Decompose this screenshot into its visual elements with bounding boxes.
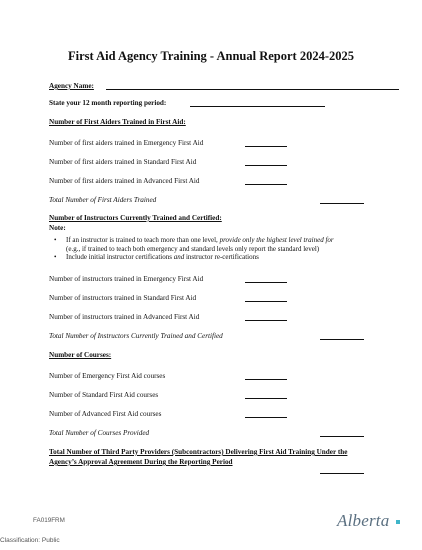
note-label: Note: bbox=[49, 224, 66, 232]
instructor-notes bbox=[62, 236, 402, 262]
first-aiders-emergency-field[interactable] bbox=[245, 146, 287, 147]
courses-standard-field[interactable] bbox=[245, 398, 287, 399]
instructors-total-field[interactable] bbox=[320, 339, 364, 340]
agency-name-label: Agency Name: bbox=[49, 82, 94, 90]
instructors-advanced-field[interactable] bbox=[245, 320, 287, 321]
first-aiders-standard-label: Number of first aiders trained in Standard First Aid bbox=[49, 158, 197, 166]
courses-total-label: Total Number of Courses Provided bbox=[49, 429, 150, 437]
courses-total-field[interactable] bbox=[320, 436, 364, 437]
form-code: FA019FRM bbox=[33, 517, 65, 524]
instructors-emergency-field[interactable] bbox=[245, 282, 287, 283]
alberta-logo: Alberta bbox=[337, 511, 390, 530]
alberta-logo-mark bbox=[396, 520, 400, 524]
first-aiders-advanced-field[interactable] bbox=[245, 184, 287, 185]
instructors-advanced-label: Number of instructors trained in Advanced First Aid bbox=[49, 313, 200, 321]
third-party-heading-line2: Agency’s Approval Agreement During the Reporting Period bbox=[49, 458, 233, 466]
first-aiders-heading: Number of First Aiders Trained in First Aid: bbox=[49, 118, 186, 126]
instructors-standard-label: Number of instructors trained in Standard First Aid bbox=[49, 294, 197, 302]
first-aiders-emergency-label: Number of first aiders trained in Emergency First Aid bbox=[49, 139, 204, 147]
note-item: • Include initial instructor certifications and instructor re-certifications bbox=[62, 253, 402, 262]
instructors-total-label: Total Number of Instructors Currently Trained and Certified bbox=[49, 332, 223, 340]
instructors-standard-field[interactable] bbox=[245, 301, 287, 302]
third-party-total-field[interactable] bbox=[320, 473, 364, 474]
note-item: • If an instructor is trained to teach more than one level, provide only the highest level trained for (e.g., if trained to teach both emergency and standard levels only report the standard level) bbox=[62, 236, 402, 253]
courses-advanced-label: Number of Advanced First Aid courses bbox=[49, 410, 162, 418]
first-aiders-total-label: Total Number of First Aiders Trained bbox=[49, 196, 157, 204]
first-aiders-total-field[interactable] bbox=[320, 203, 364, 204]
reporting-period-label: State your 12 month reporting period: bbox=[49, 99, 167, 107]
classification-label: Classification: Public bbox=[0, 537, 60, 544]
instructors-emergency-label: Number of instructors trained in Emergency First Aid bbox=[49, 275, 204, 283]
courses-emergency-label: Number of Emergency First Aid courses bbox=[49, 372, 166, 380]
third-party-heading-line1: Total Number of Third Party Providers (Subcontractors) Delivering First Aid Training Under the bbox=[49, 448, 348, 456]
document-title: First Aid Agency Training - Annual Report 2024-2025 bbox=[67, 49, 355, 63]
courses-standard-label: Number of Standard First Aid courses bbox=[49, 391, 159, 399]
first-aiders-standard-field[interactable] bbox=[245, 165, 287, 166]
first-aiders-advanced-label: Number of first aiders trained in Advanced First Aid bbox=[49, 177, 200, 185]
instructors-heading: Number of Instructors Currently Trained and Certified: bbox=[49, 214, 222, 222]
agency-name-field[interactable] bbox=[106, 89, 399, 90]
courses-heading: Number of Courses: bbox=[49, 351, 112, 359]
reporting-period-field[interactable] bbox=[190, 106, 325, 107]
courses-advanced-field[interactable] bbox=[245, 417, 287, 418]
courses-emergency-field[interactable] bbox=[245, 379, 287, 380]
